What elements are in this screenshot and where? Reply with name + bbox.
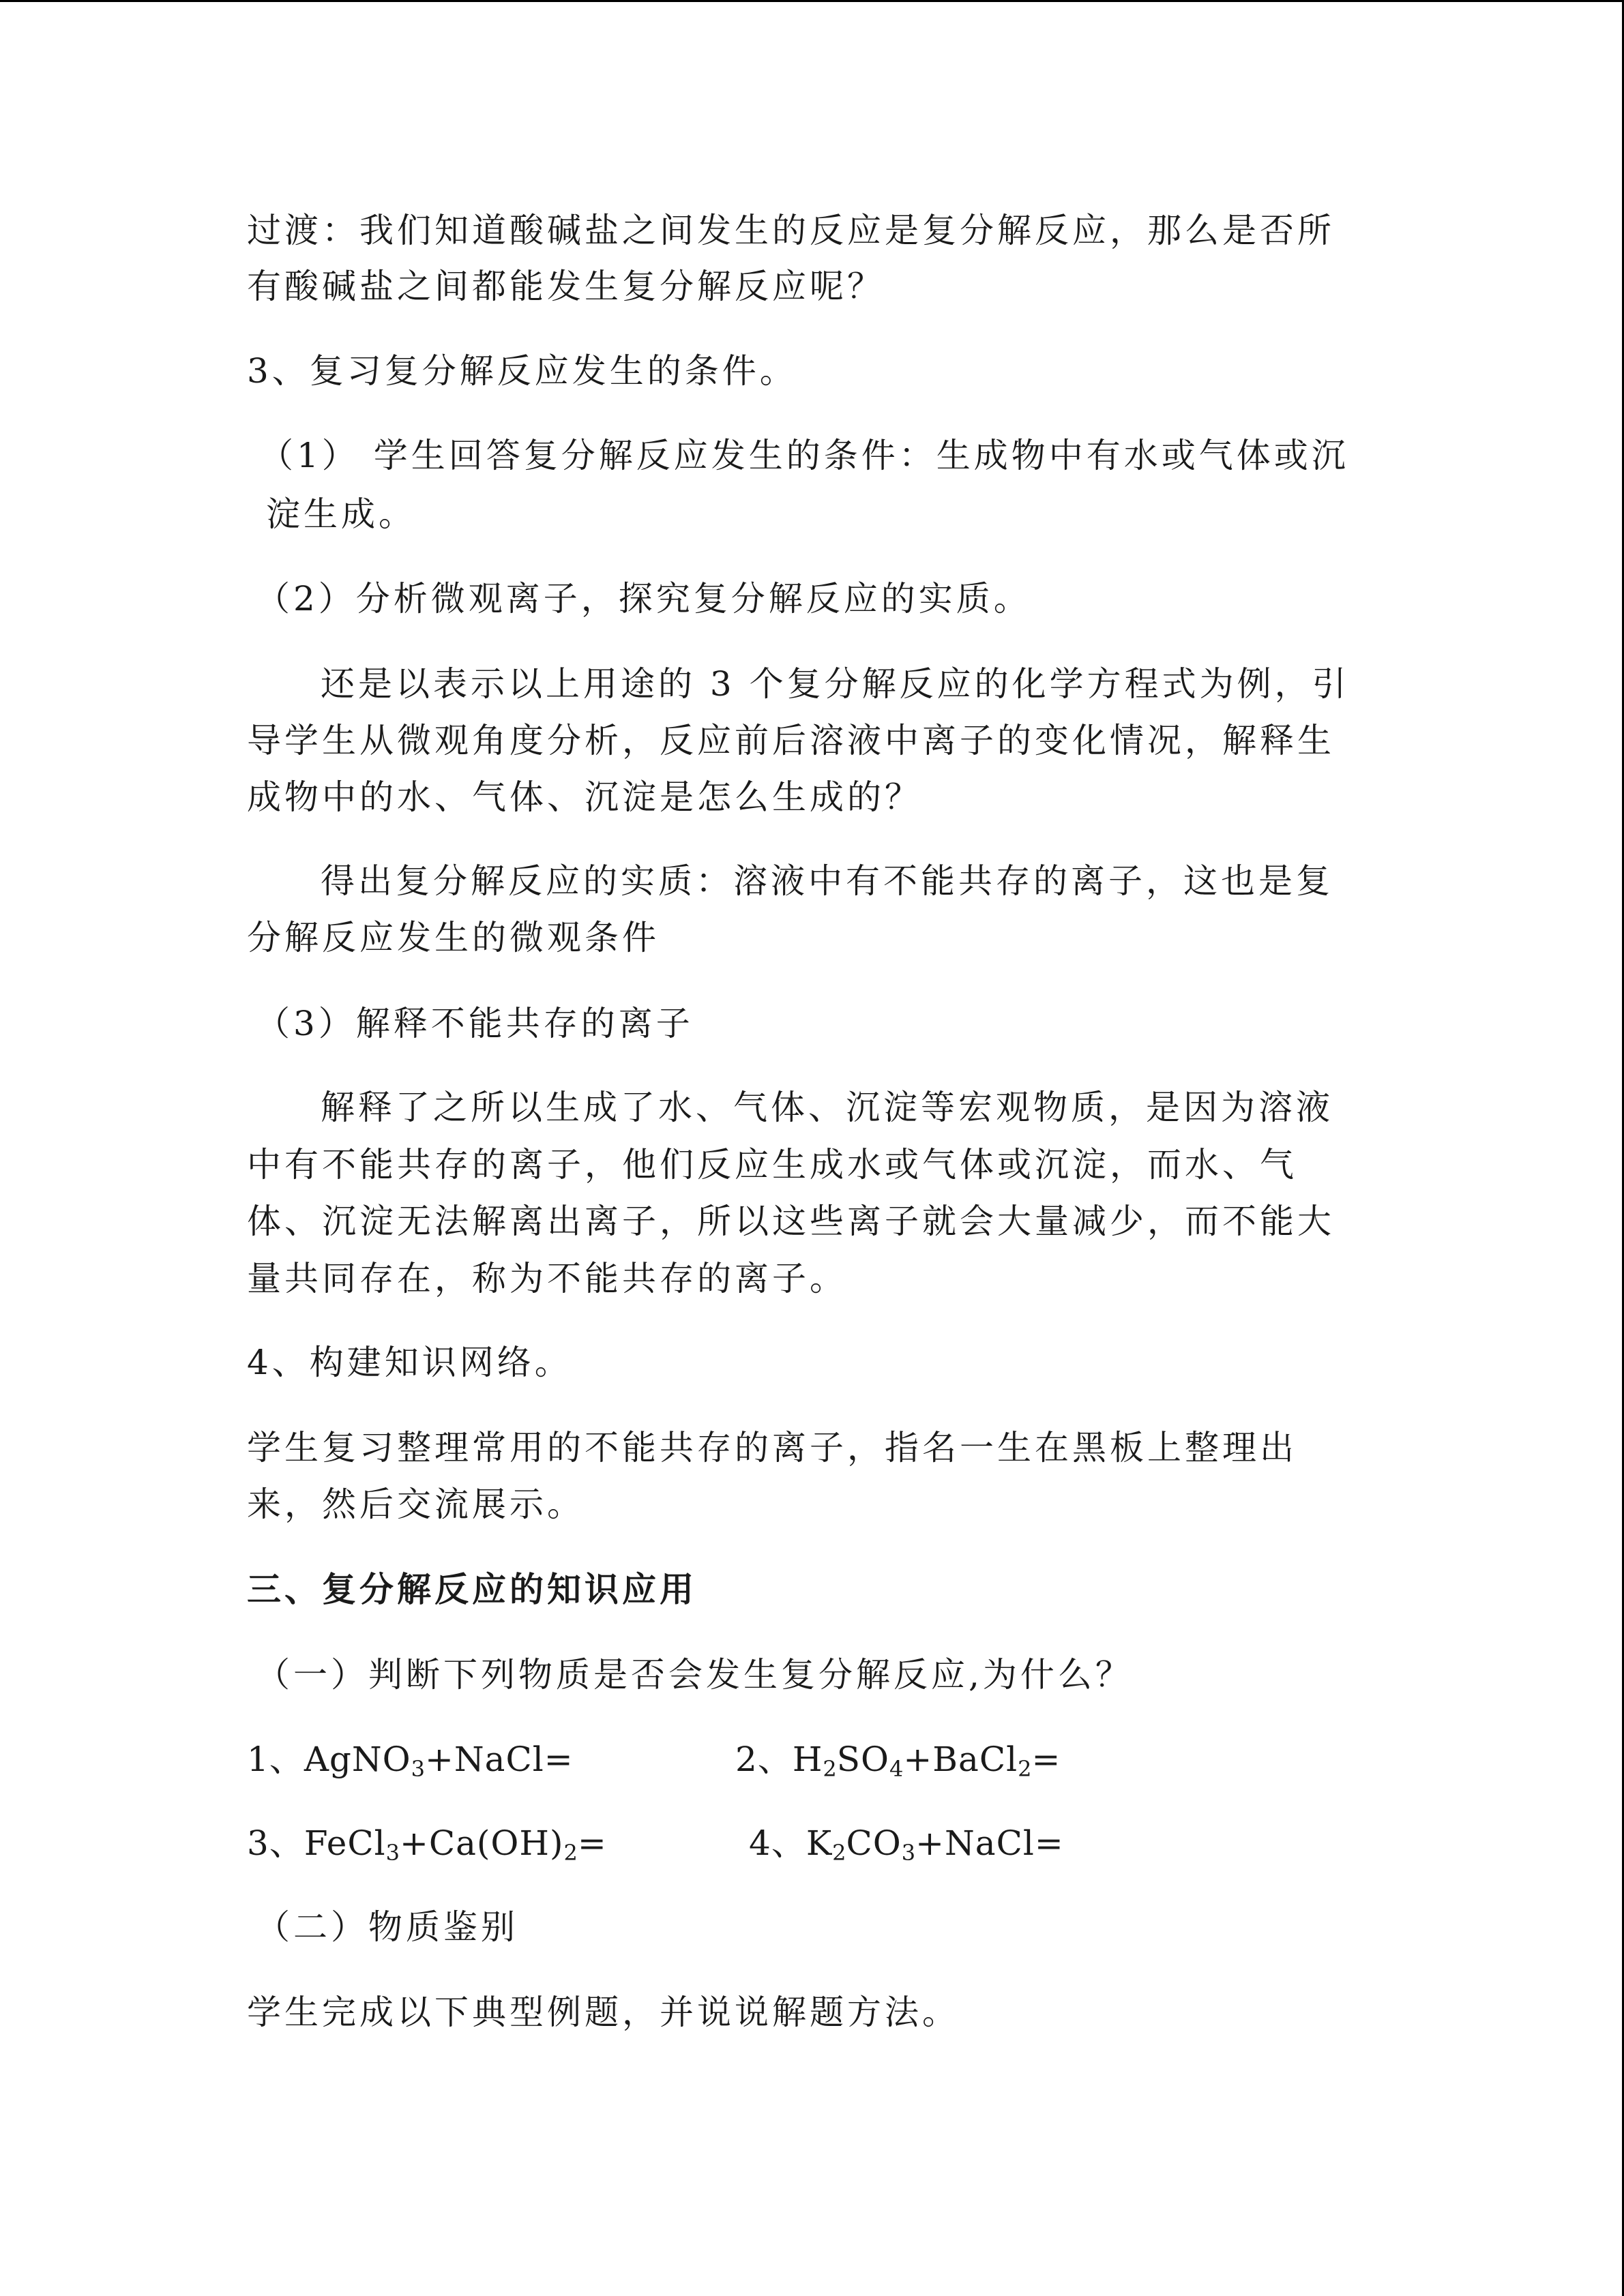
transition-text-line-1: 过渡：我们知道酸碱盐之间发生的反应是复分解反应，那么是否所 — [247, 211, 1335, 250]
formula-3-sub-b: 2 — [563, 1840, 578, 1866]
formula-1 — [247, 1727, 574, 1792]
formula-3 — [247, 1810, 607, 1876]
paragraph-example-line-3: 成物中的水、气体、沉淀是怎么生成的？ — [247, 777, 922, 817]
section-heading-application: 三、复分解反应的知识应用 — [247, 1569, 697, 1609]
formula-2-sub-a: 2 — [823, 1756, 837, 1782]
paragraph-explain-line-2: 中有不能共存的离子，他们反应生成水或气体或沉淀，而水、气 — [247, 1145, 1297, 1184]
formula-3-part-a: FeCl — [304, 1823, 386, 1863]
formula-2-number: 2、 — [735, 1740, 793, 1779]
subsection-2-title: （二）物质鉴别 — [256, 1907, 518, 1947]
paragraph-essence-line-1: 得出复分解反应的实质：溶液中有不能共存的离子，这也是复 — [321, 861, 1333, 901]
formula-2-part-a: H — [792, 1740, 823, 1779]
paragraph-review-line-1: 学生复习整理常用的不能共存的离子，指名一生在黑板上整理出 — [247, 1428, 1297, 1467]
item-1-line-1: （1） 学生回答复分解反应发生的条件：生成物中有水或气体或沉 — [259, 436, 1349, 475]
paragraph-explain-line-3: 体、沉淀无法解离出离子，所以这些离子就会大量减少，而不能大 — [247, 1202, 1335, 1241]
formula-2-part-b: SO — [836, 1740, 890, 1779]
formula-2-part-d: = — [1031, 1740, 1061, 1779]
section-3-title: 3、复习复分解反应发生的条件。 — [247, 351, 797, 391]
section-4-title: 4、构建知识网络。 — [247, 1343, 572, 1382]
formula-3-part-c: = — [577, 1823, 607, 1863]
formula-1-sub-a: 3 — [411, 1756, 426, 1782]
formula-4-part-b: CO — [846, 1823, 902, 1863]
item-2-title: （2）分析微观离子，探究复分解反应的实质。 — [256, 579, 1031, 618]
page-border-top — [0, 0, 1624, 2]
subsection-1-title: （一）判断下列物质是否会发生复分解反应,为什么？ — [256, 1655, 1133, 1695]
formula-3-sub-a: 3 — [385, 1840, 400, 1866]
formula-4-part-c: +NaCl= — [915, 1823, 1064, 1863]
formula-4-number: 4、 — [749, 1823, 806, 1863]
item-1-line-2: 淀生成。 — [266, 494, 416, 534]
formula-1-part-a: AgNO — [304, 1740, 411, 1779]
paragraph-example-line-1: 还是以表示以上用途的 3 个复分解反应的化学方程式为例，引 — [321, 664, 1350, 704]
formula-3-part-b: +Ca(OH) — [399, 1823, 564, 1863]
formula-4-part-a: K — [806, 1823, 833, 1863]
formula-4 — [749, 1810, 1064, 1876]
paragraph-example-line-2: 导学生从微观角度分析，反应前后溶液中离子的变化情况，解释生 — [247, 721, 1335, 760]
formula-1-number: 1、 — [247, 1740, 304, 1779]
formula-1-part-b: +NaCl= — [425, 1740, 574, 1779]
formula-4-sub-a: 2 — [832, 1840, 846, 1866]
formula-4-sub-b: 3 — [901, 1840, 916, 1866]
paragraph-exercise: 学生完成以下典型例题，并说说解题方法。 — [247, 1993, 960, 2032]
paragraph-explain-line-1: 解释了之所以生成了水、气体、沉淀等宏观物质，是因为溶液 — [321, 1088, 1333, 1127]
formula-2 — [735, 1727, 1061, 1792]
formula-2-sub-c: 2 — [1018, 1756, 1032, 1782]
paragraph-explain-line-4: 量共同存在，称为不能共存的离子。 — [247, 1259, 847, 1298]
paragraph-essence-line-2: 分解反应发生的微观条件 — [247, 918, 660, 957]
paragraph-review-line-2: 来，然后交流展示。 — [247, 1485, 585, 1524]
item-3-title: （3）解释不能共存的离子 — [256, 1004, 694, 1043]
formula-3-number: 3、 — [247, 1823, 304, 1863]
formula-2-part-c: +BaCl — [903, 1740, 1018, 1779]
transition-text-line-2: 有酸碱盐之间都能发生复分解反应呢？ — [247, 267, 885, 306]
formula-2-sub-b: 4 — [889, 1756, 904, 1782]
